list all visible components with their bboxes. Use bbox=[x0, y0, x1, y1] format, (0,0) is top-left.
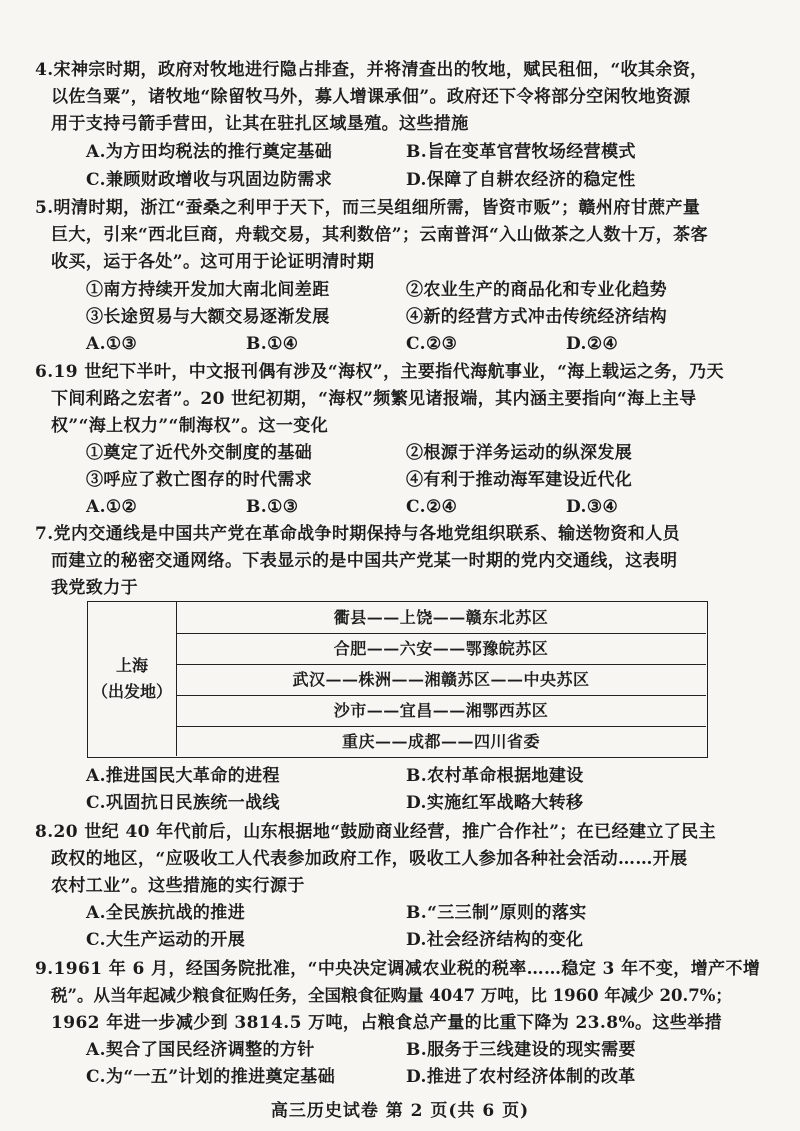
q9-option-c: C.为“一五”计划的推进奠定基础 bbox=[86, 1067, 336, 1087]
page-footer: 高三历史试卷 第 2 页(共 6 页) bbox=[270, 1101, 530, 1121]
q7-option-d: D.实施红军战略大转移 bbox=[406, 793, 584, 813]
route-row-1: 衢县——上饶——赣东北苏区 bbox=[176, 602, 706, 634]
q6-stem-line-3: 权”“海上权力”“制海权”。这一变化 bbox=[51, 416, 329, 436]
q7-stem-line-1: 7.党内交通线是中国共产党在革命战争时期保持与各地党组织联系、输送物资和人员 bbox=[35, 524, 680, 544]
q6-option-a: A.①② bbox=[86, 497, 138, 517]
q6-statement-1: ①奠定了近代外交制度的基础 bbox=[86, 443, 313, 463]
q6-statement-4: ④有利于推动海军建设近代化 bbox=[406, 470, 633, 490]
q5-stem-line-1: 5.明清时期，浙江“蚕桑之利甲于天下，而三吴组细所需，皆资市贩”；赣州府甘蔗产量 bbox=[35, 198, 701, 218]
q4-option-c: C.兼顾财政增收与巩固边防需求 bbox=[86, 170, 333, 190]
q6-option-c: C.②④ bbox=[406, 497, 458, 517]
q6-statement-2: ②根源于洋务运动的纵深发展 bbox=[406, 443, 633, 463]
origin-cell bbox=[88, 602, 177, 756]
q4-option-b: B.旨在变革官营牧场经营模式 bbox=[406, 142, 636, 162]
q7-option-b: B.农村革命根据地建设 bbox=[406, 766, 584, 786]
q7-stem-line-3: 我党致力于 bbox=[51, 578, 138, 598]
q4-stem-line-3: 用于支持弓箭手营田，让其在驻扎区域垦殖。这些措施 bbox=[51, 114, 469, 134]
q5-option-d: D.②④ bbox=[566, 334, 619, 354]
q4-option-d: D.保障了自耕农经济的稳定性 bbox=[406, 170, 636, 190]
q7-option-a: A.推进国民大革命的进程 bbox=[86, 766, 280, 786]
q4-stem-line-2: 以佐刍粟”，诸牧地“除留牧马外，募人增课承佃”。政府还下令将部分空闲牧地资源 bbox=[51, 87, 691, 107]
origin-note: （出发地） bbox=[91, 682, 172, 701]
q6-option-d: D.③④ bbox=[566, 497, 619, 517]
q5-option-b: B.①④ bbox=[246, 334, 299, 354]
q5-statement-2: ②农业生产的商品化和专业化趋势 bbox=[406, 280, 667, 300]
q9-stem-line-3: 1962 年进一步减少到 3814.5 万吨，占粮食总产量的比重下降为 23.8%。这些举措 bbox=[51, 1013, 723, 1033]
q9-option-b: B.服务于三线建设的现实需要 bbox=[406, 1040, 636, 1060]
q8-option-b: B.“三三制”原则的落实 bbox=[406, 903, 587, 923]
q5-statement-1: ①南方持续开发加大南北间差距 bbox=[86, 280, 330, 300]
q5-stem-line-2: 巨大，引来“西北巨商，舟载交易，其利数倍”；云南普洱“入山做茶之人数十万，茶客 bbox=[51, 225, 708, 245]
q6-stem-line-1: 6.19 世纪下半叶，中文报刊偶有涉及“海权”，主要指代海航事业，“海上载运之务，乃天 bbox=[35, 362, 724, 382]
route-row-3: 武汉——株洲——湘赣苏区——中央苏区 bbox=[176, 664, 706, 696]
q8-stem-line-1: 8.20 世纪 40 年代前后，山东根据地“鼓励商业经营，推广合作社”；在已经建立了民主 bbox=[35, 822, 716, 842]
q9-option-a: A.契合了国民经济调整的方针 bbox=[86, 1040, 315, 1060]
q9-option-d: D.推进了农村经济体制的改革 bbox=[406, 1067, 636, 1087]
route-row-4: 沙市——宜昌——湘鄂西苏区 bbox=[176, 695, 706, 727]
q8-stem-line-2: 政权的地区，“应吸收工人代表参加政府工作，吸收工人参加各种社会活动……开展 bbox=[51, 849, 688, 869]
route-row-5: 重庆——成都——四川省委 bbox=[341, 732, 540, 751]
origin-city: 上海 bbox=[115, 656, 148, 675]
q5-statement-4: ④新的经营方式冲击传统经济结构 bbox=[406, 307, 667, 327]
q5-option-c: C.②③ bbox=[406, 334, 458, 354]
q4-option-a: A.为方田均税法的推行奠定基础 bbox=[86, 142, 333, 162]
q5-stem-line-3: 收买，运于各处”。这可用于论证明清时期 bbox=[51, 252, 375, 272]
route-table bbox=[87, 601, 708, 758]
q8-option-d: D.社会经济结构的变化 bbox=[406, 930, 584, 950]
q9-stem-line-1: 9.1961 年 6 月，经国务院批准，“中央决定调减农业税的税率……稳定 3 年不变，增产不增 bbox=[35, 959, 761, 979]
q5-statement-3: ③长途贸易与大额交易逐渐发展 bbox=[86, 307, 330, 327]
q4-stem-line-1: 4.宋神宗时期，政府对牧地进行隐占排查，并将清查出的牧地，赋民租佃，“收其余资， bbox=[35, 60, 708, 80]
q8-option-c: C.大生产运动的开展 bbox=[86, 930, 246, 950]
q5-option-a: A.①③ bbox=[86, 334, 138, 354]
q6-statement-3: ③呼应了救亡图存的时代需求 bbox=[86, 470, 313, 490]
q8-stem-line-3: 农村工业”。这些措施的实行源于 bbox=[51, 876, 305, 896]
q7-stem-line-2: 而建立的秘密交通网络。下表显示的是中国共产党某一时期的党内交通线，这表明 bbox=[51, 551, 678, 571]
q6-option-b: B.①③ bbox=[246, 497, 299, 517]
q9-stem-line-2: 税”。从当年起减少粮食征购任务，全国粮食征购量 4047 万吨，比 1960 年减少 20.7%； bbox=[51, 986, 732, 1005]
q8-option-a: A.全民族抗战的推进 bbox=[86, 903, 246, 923]
q7-option-c: C.巩固抗日民族统一战线 bbox=[86, 793, 280, 813]
route-row-2: 合肥——六安——鄂豫皖苏区 bbox=[176, 633, 706, 665]
q6-stem-line-2: 下间利路之宏者”。20 世纪初期，“海权”频繁见诸报端，其内涵主要指向“海上主导 bbox=[51, 389, 697, 409]
